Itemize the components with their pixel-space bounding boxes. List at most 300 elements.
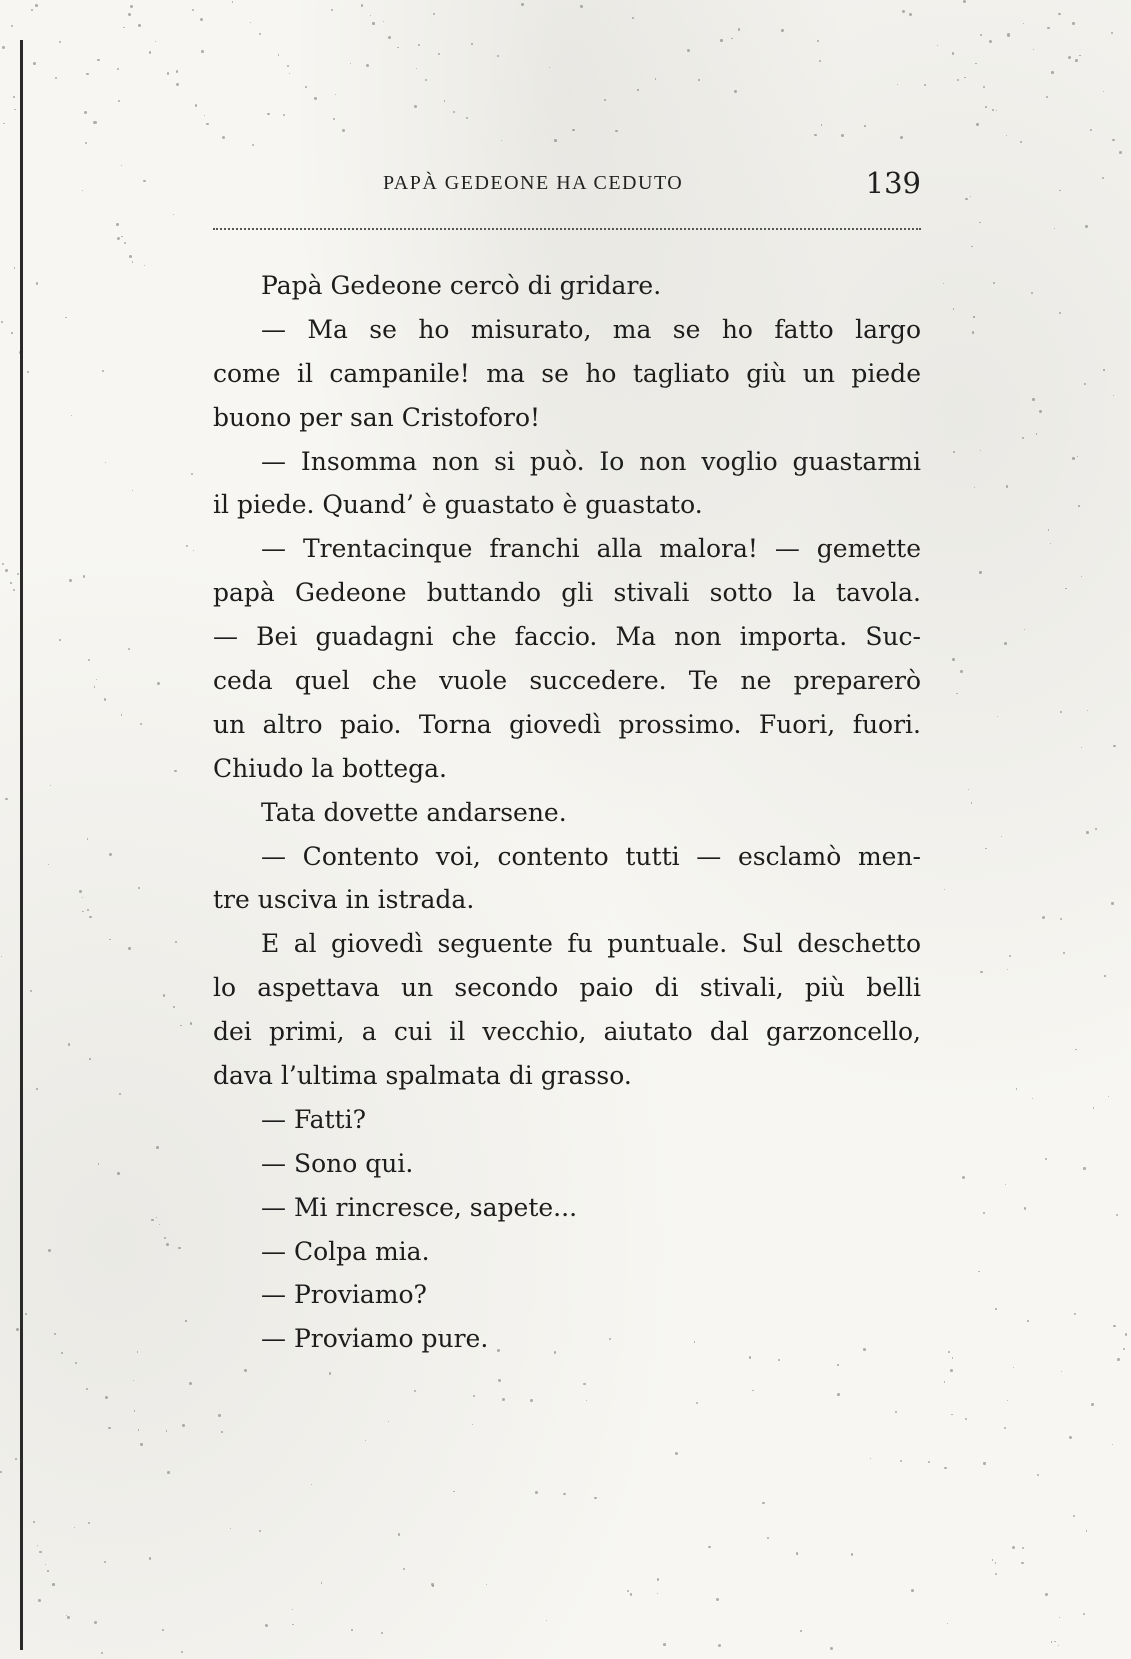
paper-speck (1125, 1333, 1128, 1336)
paper-speck (314, 97, 317, 100)
text-line: — Sono qui. (261, 1148, 414, 1178)
paper-speck (86, 1388, 88, 1390)
paper-speck (305, 86, 307, 88)
paper-speck (817, 40, 819, 42)
paper-speck (1031, 292, 1033, 294)
paper-speck (388, 1421, 390, 1423)
paper-speck (696, 1402, 698, 1404)
paper-speck (466, 117, 468, 119)
paper-speck (989, 40, 992, 43)
paper-speck (997, 716, 998, 717)
paper-speck (985, 848, 986, 849)
paper-speck (1059, 1617, 1060, 1618)
paper-speck (1, 956, 2, 957)
paper-speck (708, 1546, 711, 1549)
paper-speck (1005, 1184, 1006, 1185)
paper-speck (960, 670, 963, 673)
paper-speck (97, 59, 99, 61)
paper-speck (1087, 710, 1088, 711)
paper-speck (11, 332, 12, 333)
paper-speck (14, 267, 15, 268)
paper-speck (1063, 952, 1065, 954)
paper-speck (1061, 1371, 1063, 1373)
paper-speck (1112, 139, 1115, 142)
paper-speck (995, 1308, 997, 1310)
paper-speck (86, 73, 88, 75)
paper-speck (964, 77, 965, 78)
paper-speck (1111, 32, 1113, 34)
paper-speck (864, 125, 866, 127)
paper-speck (992, 1559, 994, 1561)
paper-speck (962, 1176, 965, 1179)
paper-speck (71, 415, 72, 416)
text-line: — Insomma non si può. Io non voglio guastarmi (261, 446, 921, 476)
paper-speck (952, 1357, 953, 1358)
paper-speck (1045, 1158, 1048, 1161)
paper-speck (1060, 711, 1062, 713)
paper-speck (156, 1217, 157, 1218)
paper-speck (329, 1372, 331, 1374)
paper-speck (1077, 456, 1078, 457)
paper-speck (176, 70, 178, 72)
paper-speck (383, 21, 384, 22)
text-line: — Ma se ho misurato, ma se ho fatto largo (261, 314, 921, 344)
text-line: — Trentacinque franchi alla malora! — gemette (261, 534, 921, 564)
paper-speck (89, 1058, 91, 1060)
paper-speck (1001, 836, 1002, 837)
paper-speck (821, 124, 822, 125)
paper-speck (995, 1562, 997, 1564)
paper-speck (186, 545, 188, 547)
paper-speck (221, 1431, 223, 1433)
paper-speck (971, 246, 973, 248)
header-rule (213, 228, 921, 230)
paper-speck (117, 237, 120, 240)
paper-speck (1112, 1444, 1113, 1445)
paper-speck (166, 1430, 167, 1431)
paper-speck (137, 1351, 138, 1352)
paper-speck (98, 1163, 100, 1165)
paper-speck (1103, 91, 1104, 92)
paper-speck (159, 1224, 161, 1226)
paper-speck (951, 1414, 952, 1415)
paper-speck (155, 41, 156, 42)
paper-speck (943, 283, 944, 284)
paper-speck (1075, 59, 1078, 62)
paper-speck (498, 1379, 501, 1382)
paper-speck (82, 190, 83, 191)
paper-speck (1058, 1645, 1059, 1646)
paper-speck (663, 1643, 666, 1646)
paper-speck (388, 36, 391, 39)
paper-speck (1012, 1546, 1015, 1549)
paper-speck (87, 838, 89, 840)
paper-speck (3, 123, 4, 124)
paper-speck (1059, 190, 1060, 191)
paper-speck (232, 1, 234, 3)
paper-speck (68, 1043, 70, 1045)
paper-speck (1081, 576, 1082, 577)
paper-speck (698, 79, 700, 81)
text-line: — Mi rincresce, sapete... (261, 1192, 578, 1222)
paper-speck (1039, 410, 1042, 413)
text-line: papà Gedeone buttando gli stivali sotto la tavola. (213, 578, 921, 608)
paper-speck (397, 47, 399, 49)
paper-speck (0, 1471, 2, 1473)
paper-speck (980, 450, 981, 451)
paper-speck (924, 84, 926, 86)
paper-speck (973, 316, 974, 317)
paper-speck (1075, 1049, 1077, 1051)
paper-speck (13, 589, 15, 591)
paper-speck (1022, 1547, 1024, 1549)
paper-speck (20, 750, 23, 753)
paper-speck (1024, 1207, 1027, 1210)
paper-speck (59, 41, 61, 43)
paper-speck (502, 1398, 505, 1401)
text-line: — Contento voi, contento tutti — esclamò men- (261, 841, 921, 871)
paper-speck (1117, 1358, 1120, 1361)
paper-speck (1006, 485, 1009, 488)
paper-speck (1020, 141, 1022, 143)
paper-speck (870, 1458, 871, 1459)
paper-speck (38, 1599, 41, 1602)
paper-speck (778, 1359, 780, 1361)
paper-speck (105, 1396, 108, 1399)
paper-speck (321, 1582, 323, 1584)
text-line: — Bei guadagni che faccio. Ma non importa. Suc- (213, 622, 921, 652)
paper-speck (431, 1583, 434, 1586)
paper-speck (530, 1399, 533, 1402)
paper-speck (54, 1333, 56, 1335)
paper-speck (335, 94, 336, 95)
paper-speck (105, 462, 106, 463)
paper-speck (800, 1630, 801, 1631)
paper-speck (143, 180, 145, 182)
paper-speck (1042, 916, 1045, 919)
paper-speck (1113, 395, 1114, 396)
paper-speck (149, 1557, 151, 1559)
paper-speck (814, 134, 816, 136)
paper-speck (89, 916, 92, 919)
text-line: lo aspettava un secondo paio di stivali, più belli (213, 973, 921, 1003)
paper-speck (554, 1351, 556, 1353)
paper-speck (17, 573, 19, 575)
paper-speck (796, 1552, 798, 1554)
paper-speck (767, 1537, 769, 1539)
paper-speck (948, 1351, 950, 1353)
paper-speck (35, 4, 38, 7)
paper-speck (615, 130, 618, 133)
paper-speck (837, 1364, 839, 1366)
paper-speck (138, 24, 140, 26)
paper-speck (497, 55, 499, 57)
paper-speck (128, 947, 131, 950)
paper-speck (546, 1620, 547, 1621)
paper-speck (176, 83, 179, 86)
paper-speck (1016, 1088, 1018, 1090)
paper-speck (716, 1598, 719, 1601)
paper-speck (30, 990, 32, 992)
paper-speck (1027, 1320, 1028, 1321)
paper-speck (144, 265, 145, 266)
paper-speck (84, 111, 87, 114)
paper-speck (911, 1589, 914, 1592)
paper-speck (13, 96, 15, 98)
text-line: un altro paio. Torna giovedì prossimo. Fuori, fuori. (213, 709, 921, 739)
paper-speck (497, 1349, 500, 1352)
paper-speck (1093, 1107, 1094, 1108)
text-line: — Fatti? (261, 1104, 366, 1134)
paper-speck (94, 686, 95, 687)
paper-speck (200, 18, 203, 21)
paper-speck (50, 785, 51, 786)
paper-speck (1051, 71, 1054, 74)
paper-speck (180, 1025, 181, 1026)
paper-speck (267, 113, 269, 115)
paper-speck (1065, 588, 1066, 589)
text-line: buono per san Cristoforo! (213, 402, 541, 432)
text-line: — Proviamo? (261, 1280, 427, 1310)
paper-speck (819, 60, 821, 62)
paper-speck (292, 1624, 294, 1626)
paper-speck (1086, 1530, 1087, 1531)
paper-speck (975, 63, 976, 64)
paper-speck (1073, 1515, 1075, 1517)
paper-speck (138, 887, 140, 889)
paper-speck (265, 1624, 268, 1627)
paper-speck (521, 3, 524, 6)
paper-speck (1083, 1613, 1085, 1615)
paper-speck (132, 261, 134, 263)
paper-speck (138, 1429, 140, 1431)
paper-speck (1078, 505, 1080, 507)
paper-speck (85, 142, 87, 144)
paper-speck (1037, 1474, 1039, 1476)
paper-speck (1046, 96, 1048, 98)
paper-speck (119, 1093, 121, 1095)
paper-speck (361, 4, 364, 7)
paper-speck (1103, 369, 1104, 370)
paper-speck (167, 1471, 170, 1474)
paper-speck (287, 65, 289, 67)
paper-speck (128, 13, 131, 16)
paper-speck (278, 54, 280, 56)
paper-speck (250, 22, 251, 23)
paper-speck (1058, 13, 1060, 15)
paper-speck (82, 911, 83, 912)
paper-speck (1007, 33, 1010, 36)
paper-speck (164, 1237, 167, 1240)
text-line: Chiudo la bottega. (213, 753, 447, 783)
paper-speck (965, 198, 968, 201)
paper-speck (173, 214, 174, 215)
page-header (213, 166, 921, 206)
paper-speck (983, 1462, 985, 1464)
text-line: — Proviamo pure. (261, 1324, 489, 1354)
paper-speck (45, 1564, 46, 1565)
paper-speck (974, 487, 975, 488)
paper-speck (1051, 1641, 1053, 1643)
paper-speck (687, 49, 690, 52)
paper-speck (201, 50, 204, 53)
paper-speck (166, 1243, 169, 1246)
paper-speck (129, 255, 132, 258)
paper-speck (863, 1348, 866, 1351)
paper-speck (762, 1502, 764, 1504)
paper-speck (1032, 1098, 1033, 1099)
paper-speck (65, 317, 66, 318)
paper-speck (193, 550, 194, 551)
paper-speck (1004, 642, 1007, 645)
paper-speck (583, 1383, 585, 1385)
paper-speck (283, 114, 285, 116)
paper-speck (1060, 918, 1063, 921)
paper-speck (604, 99, 606, 101)
paper-speck (501, 140, 502, 141)
paper-speck (731, 38, 732, 39)
paper-speck (366, 64, 369, 67)
paper-speck (1007, 1400, 1008, 1401)
paper-speck (39, 1551, 41, 1553)
paper-speck (453, 1491, 455, 1493)
paper-speck (175, 941, 177, 943)
paper-speck (572, 129, 574, 131)
paper-speck (486, 1584, 487, 1585)
paper-speck (1113, 1325, 1115, 1327)
paper-speck (195, 104, 198, 107)
paper-speck (1091, 1403, 1094, 1406)
paper-speck (1, 321, 3, 323)
paper-speck (1047, 27, 1049, 29)
paper-speck (1054, 1641, 1056, 1643)
paper-speck (956, 693, 958, 695)
paper-speck (965, 1418, 968, 1421)
paper-speck (121, 236, 123, 238)
paper-speck (2, 46, 5, 49)
paper-speck (252, 144, 254, 146)
paper-speck (163, 994, 165, 996)
paper-speck (549, 67, 550, 68)
paper-speck (185, 1320, 186, 1321)
paper-speck (414, 1390, 416, 1392)
paper-speck (657, 1593, 658, 1594)
paper-speck (372, 22, 374, 24)
paper-speck (1036, 433, 1038, 435)
paper-speck (1079, 55, 1081, 57)
text-line: — Colpa mia. (261, 1236, 430, 1266)
page-number: 139 (865, 166, 921, 200)
paper-speck (132, 490, 133, 491)
paper-speck (995, 1573, 997, 1575)
paper-speck (952, 52, 955, 55)
paper-speck (983, 86, 985, 88)
paper-speck (1023, 23, 1024, 24)
paper-speck (471, 43, 473, 45)
paper-speck (968, 789, 970, 791)
paper-speck (1095, 828, 1097, 830)
paper-speck (11, 25, 13, 27)
paper-speck (181, 1651, 183, 1653)
paper-speck (979, 571, 982, 574)
paper-speck (1050, 543, 1051, 544)
paper-speck (425, 79, 427, 81)
paper-speck (178, 1247, 181, 1250)
paper-speck (133, 1380, 134, 1381)
paper-speck (1074, 1313, 1076, 1315)
paper-speck (594, 1497, 597, 1500)
text-line: Tata dovette andarsene. (261, 797, 567, 827)
paper-speck (93, 121, 96, 124)
paper-speck (655, 78, 656, 79)
paper-speck (31, 9, 33, 11)
paper-speck (985, 106, 987, 108)
paper-speck (438, 53, 440, 55)
paper-speck (980, 34, 982, 36)
paper-speck (10, 582, 12, 584)
paper-speck (738, 28, 740, 30)
binding-edge (20, 40, 23, 1650)
paper-speck (632, 17, 634, 19)
paper-speck (1045, 1593, 1048, 1596)
paper-speck (104, 1561, 106, 1563)
paper-speck (1081, 747, 1082, 748)
paper-speck (416, 68, 417, 69)
paper-speck (102, 370, 104, 372)
paper-speck (15, 1458, 17, 1460)
paper-speck (781, 29, 784, 32)
paper-speck (48, 864, 50, 866)
paper-speck (1086, 831, 1089, 834)
paper-speck (82, 897, 83, 898)
paper-speck (563, 1493, 565, 1495)
paper-speck (586, 1400, 587, 1401)
paper-speck (403, 1568, 405, 1570)
paper-speck (87, 909, 89, 911)
paper-speck (472, 1424, 473, 1425)
paper-speck (1072, 22, 1074, 24)
paper-speck (1068, 56, 1071, 59)
paper-speck (83, 575, 86, 578)
paper-speck (1108, 1096, 1109, 1097)
paper-speck (895, 1411, 897, 1413)
paper-speck (1032, 398, 1035, 401)
paper-speck (902, 10, 905, 13)
paper-speck (980, 971, 982, 973)
paper-speck (191, 473, 193, 475)
paper-speck (47, 1570, 49, 1572)
paper-speck (971, 802, 972, 803)
paper-speck (116, 223, 119, 226)
paper-speck (88, 1522, 90, 1524)
paper-speck (156, 1146, 159, 1149)
paper-speck (174, 770, 176, 772)
paper-speck (167, 72, 169, 74)
paper-speck (259, 33, 261, 35)
text-line: Papà Gedeone cercò di gridare. (261, 271, 662, 300)
paper-speck (140, 723, 142, 725)
paper-speck (1102, 177, 1104, 179)
paper-speck (1048, 529, 1050, 531)
paper-speck (1022, 437, 1024, 439)
paper-speck (370, 15, 371, 16)
paper-speck (897, 84, 898, 85)
text-line: ceda quel che vuole succedere. Te ne preparerò (213, 666, 921, 696)
paper-speck (5, 569, 8, 572)
text-line: come il campanile! ma se ho tagliato giù un piede (213, 358, 921, 388)
paper-speck (535, 1491, 538, 1494)
paper-speck (16, 1328, 19, 1331)
